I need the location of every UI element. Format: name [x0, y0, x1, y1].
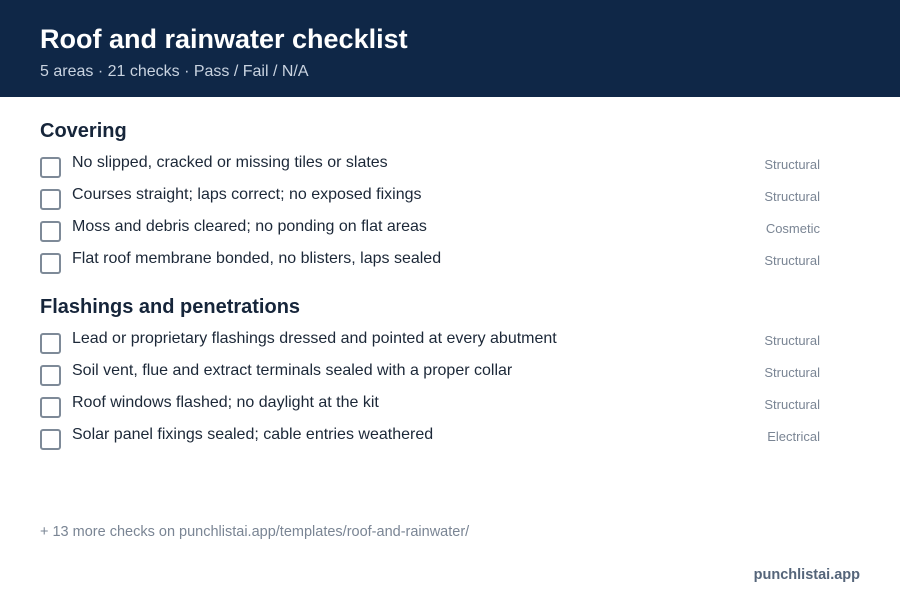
item-checkbox[interactable]: [40, 429, 61, 450]
item-checkbox[interactable]: [40, 157, 61, 178]
item-category-tag: Structural: [764, 189, 820, 204]
item-label: Solar panel fixings sealed; cable entries weathered: [72, 426, 434, 443]
item-checkbox[interactable]: [40, 253, 61, 274]
item-category-tag: Structural: [764, 397, 820, 412]
page-subtitle: 5 areas · 21 checks · Pass / Fail / N/A: [40, 63, 309, 80]
header-bar: [0, 0, 900, 97]
checklist-item: [40, 426, 820, 450]
item-label: Moss and debris cleared; no ponding on flat areas: [72, 218, 427, 235]
item-label: No slipped, cracked or missing tiles or slates: [72, 154, 388, 171]
page-title: Roof and rainwater checklist: [40, 24, 408, 54]
brand-logo-text: punchlistai.app: [753, 567, 860, 583]
item-label: Lead or proprietary flashings dressed and pointed at every abutment: [72, 330, 557, 347]
item-label: Flat roof membrane bonded, no blisters, laps sealed: [72, 250, 442, 267]
checklist-item: [40, 362, 820, 386]
section-title-covering: Covering: [40, 120, 127, 142]
item-category-tag: Structural: [764, 157, 820, 172]
item-category-tag: Structural: [764, 253, 820, 268]
checklist-item: [40, 154, 820, 178]
item-checkbox[interactable]: [40, 221, 61, 242]
item-checkbox[interactable]: [40, 397, 61, 418]
item-category-tag: Electrical: [767, 429, 820, 444]
item-checkbox[interactable]: [40, 333, 61, 354]
checklist-item: [40, 330, 820, 354]
item-checkbox[interactable]: [40, 189, 61, 210]
item-category-tag: Cosmetic: [765, 221, 820, 236]
item-checkbox[interactable]: [40, 365, 61, 386]
item-category-tag: Structural: [764, 365, 820, 380]
section-title-flashings: Flashings and penetrations: [40, 296, 301, 318]
item-label: Courses straight; laps correct; no exposed fixings: [72, 186, 422, 203]
item-label: Soil vent, flue and extract terminals sealed with a proper collar: [72, 362, 513, 379]
item-label: Roof windows flashed; no daylight at the kit: [72, 394, 379, 411]
checklist-item: [40, 186, 820, 210]
item-category-tag: Structural: [764, 333, 820, 348]
checklist-item: [40, 218, 820, 242]
checklist-item: [40, 250, 820, 274]
more-checks-link[interactable]: + 13 more checks on punchlistai.app/templates/roof-and-rainwater/: [40, 524, 470, 540]
checklist-item: [40, 394, 820, 418]
